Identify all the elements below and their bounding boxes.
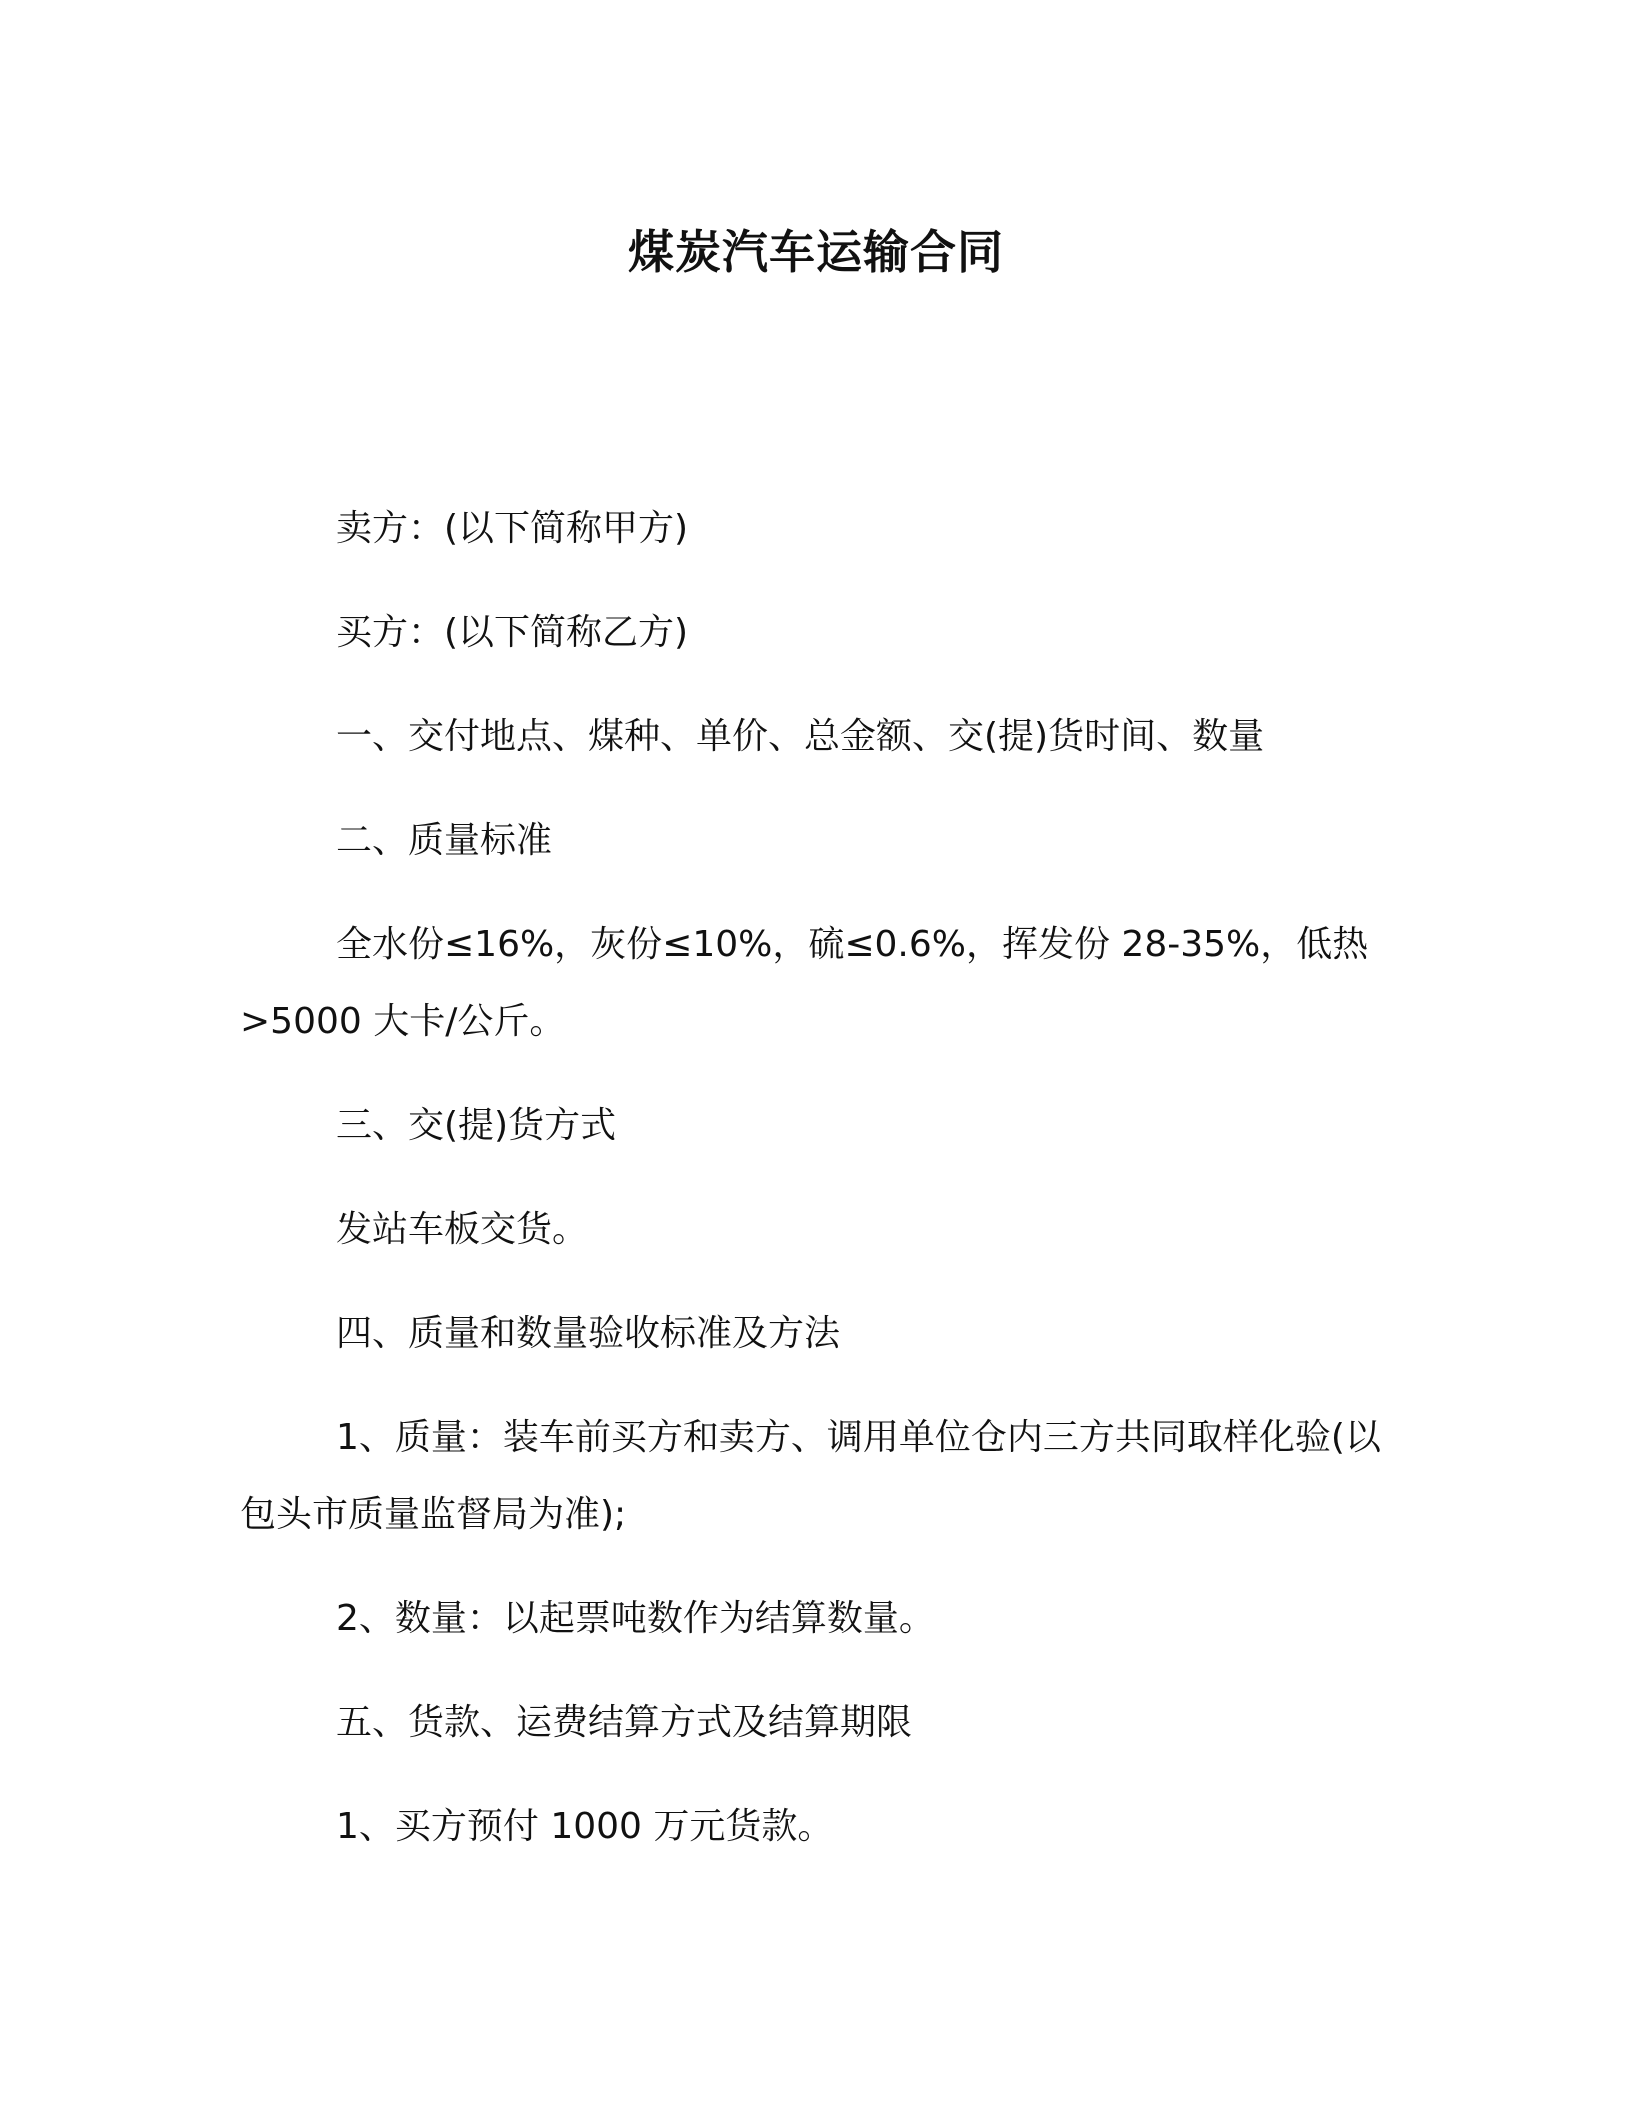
document-body xyxy=(240,490,1390,1865)
buyer-line: 买方：(以下简称乙方) xyxy=(336,612,689,653)
section-4-heading: 四、质量和数量验收标准及方法 xyxy=(336,1313,841,1354)
delivery-method-paragraph: 发站车板交货。 xyxy=(336,1209,589,1250)
quality-inspection-paragraph: 1、质量：装车前买方和卖方、调用单位仓内三方共同取样化验(以包头市质量监督局为准); xyxy=(240,1417,1381,1535)
seller-line: 卖方：(以下简称甲方) xyxy=(336,508,689,549)
document-title: 煤炭汽车运输合同 xyxy=(628,225,1004,279)
quality-standard-paragraph: 全水份≤16%，灰份≤10%，硫≤0.6%，挥发份 28-35%，低热>5000 大卡/公斤。 xyxy=(240,924,1369,1042)
section-5-heading: 五、货款、运费结算方式及结算期限 xyxy=(336,1702,913,1743)
section-1-heading: 一、交付地点、煤种、单价、总金额、交(提)货时间、数量 xyxy=(336,716,1265,757)
section-2-heading: 二、质量标准 xyxy=(336,820,553,861)
prepayment-paragraph: 1、买方预付 1000 万元货款。 xyxy=(336,1806,834,1847)
section-3-heading: 三、交(提)货方式 xyxy=(336,1105,617,1146)
quantity-inspection-paragraph: 2、数量：以起票吨数作为结算数量。 xyxy=(336,1598,935,1639)
